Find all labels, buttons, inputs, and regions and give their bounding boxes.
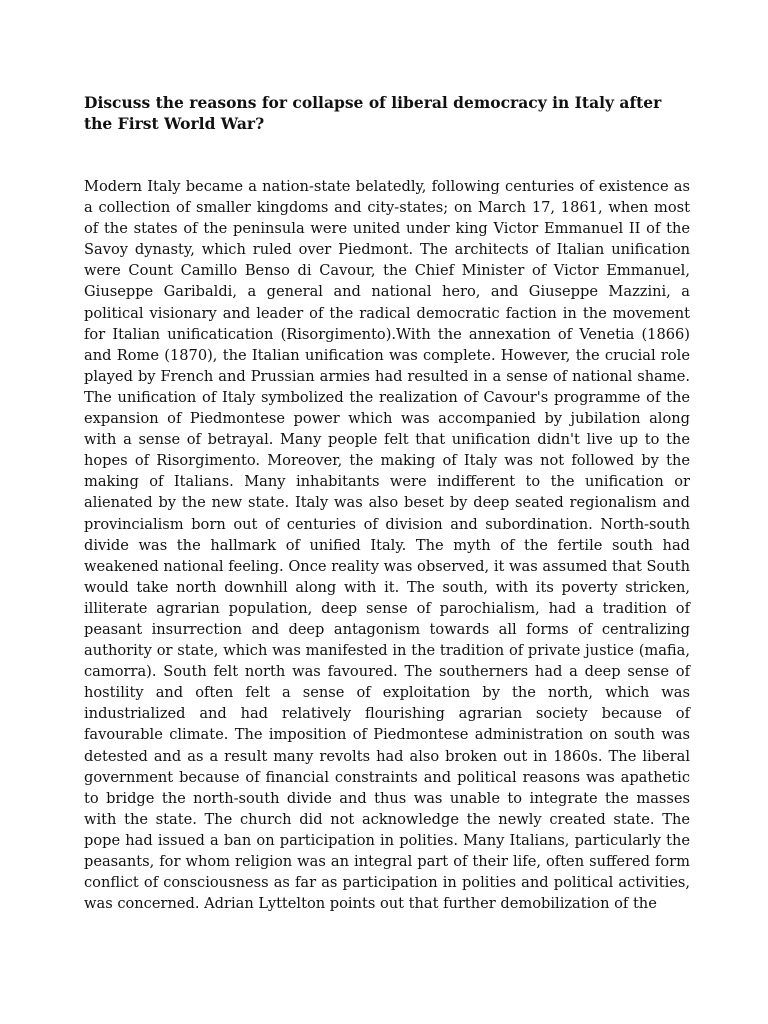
- essay-paragraph: Modern Italy became a nation-state belatedly, following centuries of existence as a collection of smaller kingdoms and city-states; on March 17, 1861, when most of the states of the peninsula were united under king Victor Emmanuel II of the Savoy dynasty, which ruled over Piedmont. The architects of Italian unification were Count Camillo Benso di Cavour, the Chief Minister of Victor Emmanuel, Giuseppe Garibaldi, a general and national hero, and Giuseppe Mazzini, a political visionary and leader of the radical democratic faction in the movement for Italian unificatication (Risorgimento).With the annexation of Venetia (1866) and Rome (1870), the Italian unification was complete. However, the crucial role played by French and Prussian armies had resulted in a sense of national shame. The unification of Italy symbolized the realization of Cavour's programme of the expansion of Piedmontese power which was accompanied by jubilation along with a sense of betrayal. Many people felt that unification didn't live up to the hopes of Risorgimento. Moreover, the making of Italy was not followed by the making of Italians. Many inhabitants were indifferent to the unification or alienated by the new state. Italy was also beset by deep seated regionalism and provincialism born out of centuries of division and subordination. North-south divide was the hallmark of unified Italy. The myth of the fertile south had weakened national feeling. Once reality was observed, it was assumed that South would take north downhill along with it. The south, with its poverty stricken, illiterate agrarian population, deep sense of parochialism, had a tradition of peasant insurrection and deep antagonism towards all forms of centralizing authority or state, which was manifested in the tradition of private justice (mafia, camorra). South felt north was favoured. The southerners had a deep sense of hostility and often felt a sense of exploitation by the north, which was industrialized and had relatively flourishing agrarian society because of favourable climate. The imposition of Piedmontese administration on south was detested and as a result many revolts had also broken out in 1860s. The liberal government because of financial constraints and political reasons was apathetic to bridge the north-south divide and thus was unable to integrate the masses with the state. The church did not acknowledge the newly created state. The pope had issued a ban on participation in polities. Many Italians, particularly the peasants, for whom religion was an integral part of their life, often suffered form conflict of consciousness as far as participation in polities and political activities, was concerned. Adrian Lyttelton points out that further demobilization of the: [84, 178, 690, 913]
- question-heading: Discuss the reasons for collapse of liberal democracy in Italy after the First World War?: [84, 93, 662, 133]
